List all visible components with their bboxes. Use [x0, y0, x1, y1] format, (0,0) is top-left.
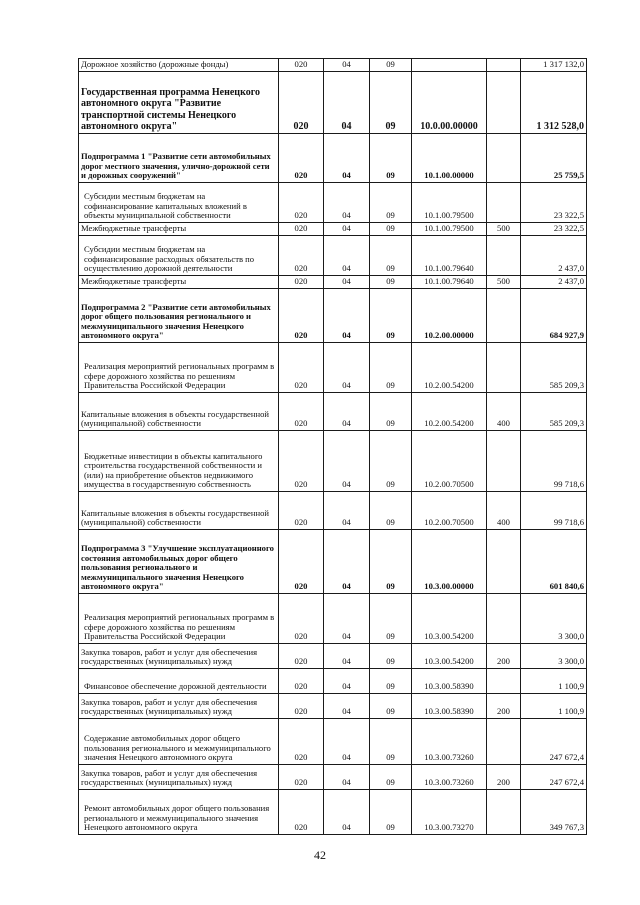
row-name: Подпрограмма 1 "Развитие сети автомобильных дорог местного значения, улично-дорожной сети и дорожных сооружений": [79, 134, 279, 183]
table-row: [79, 223, 587, 236]
row-cs: [412, 59, 487, 72]
row-sum: 247 672,4: [521, 719, 587, 765]
row-rz: 04: [324, 492, 370, 530]
row-sum: 585 209,3: [521, 343, 587, 393]
row-pr: 09: [370, 694, 412, 719]
table-row: [79, 134, 587, 183]
row-sum: 3 300,0: [521, 644, 587, 669]
row-pr: 09: [370, 236, 412, 276]
row-pr: 09: [370, 223, 412, 236]
row-vr: 200: [487, 694, 521, 719]
table-row: [79, 72, 587, 134]
row-gr: 020: [279, 289, 324, 343]
row-rz: 04: [324, 72, 370, 134]
row-name: Содержание автомобильных дорог общего пользования регионального и межмуниципального значения Ненецкого автономного округа: [79, 719, 279, 765]
row-vr: [487, 790, 521, 835]
table-row: [79, 276, 587, 289]
row-sum: 2 437,0: [521, 276, 587, 289]
row-rz: 04: [324, 594, 370, 644]
row-rz: 04: [324, 134, 370, 183]
row-gr: 020: [279, 134, 324, 183]
row-vr: [487, 719, 521, 765]
row-cs: 10.2.00.54200: [412, 343, 487, 393]
row-vr: 400: [487, 393, 521, 431]
table-row: [79, 669, 587, 694]
row-pr: 09: [370, 343, 412, 393]
row-vr: [487, 289, 521, 343]
table-row: [79, 236, 587, 276]
row-rz: 04: [324, 393, 370, 431]
row-rz: 04: [324, 530, 370, 594]
table-row: [79, 530, 587, 594]
row-pr: 09: [370, 790, 412, 835]
row-gr: 020: [279, 765, 324, 790]
row-vr: [487, 669, 521, 694]
row-name: Подпрограмма 2 "Развитие сети автомобильных дорог общего пользования регионального и межмуниципального значения Ненецкого автономного округа": [79, 289, 279, 343]
row-gr: 020: [279, 719, 324, 765]
row-cs: 10.1.00.79640: [412, 276, 487, 289]
row-pr: 09: [370, 644, 412, 669]
row-cs: 10.3.00.73260: [412, 765, 487, 790]
row-name: Государственная программа Ненецкого автономного округа "Развитие транспортной системы Ненецкого автономного округа": [79, 72, 279, 134]
row-name: Капитальные вложения в объекты государственной (муниципальной) собственности: [79, 393, 279, 431]
row-rz: 04: [324, 431, 370, 492]
table-row: [79, 719, 587, 765]
table-row: [79, 492, 587, 530]
row-rz: 04: [324, 183, 370, 223]
row-cs: 10.3.00.54200: [412, 644, 487, 669]
row-gr: 020: [279, 72, 324, 134]
table-row: [79, 393, 587, 431]
table-row: [79, 289, 587, 343]
row-name: Реализация мероприятий региональных программ в сфере дорожного хозяйства по решениям Правительства Российской Федерации: [79, 343, 279, 393]
row-gr: 020: [279, 669, 324, 694]
table-row: [79, 59, 587, 72]
row-rz: 04: [324, 236, 370, 276]
row-sum: 1 100,9: [521, 669, 587, 694]
row-vr: 400: [487, 492, 521, 530]
row-sum: 25 759,5: [521, 134, 587, 183]
row-cs: 10.3.00.00000: [412, 530, 487, 594]
row-sum: 99 718,6: [521, 431, 587, 492]
row-name: Межбюджетные трансферты: [79, 276, 279, 289]
row-gr: 020: [279, 393, 324, 431]
row-pr: 09: [370, 59, 412, 72]
row-gr: 020: [279, 223, 324, 236]
row-name: Финансовое обеспечение дорожной деятельности: [79, 669, 279, 694]
row-pr: 09: [370, 431, 412, 492]
row-rz: 04: [324, 790, 370, 835]
row-name: Субсидии местным бюджетам на софинансирование капитальных вложений в объекты муниципальной собственности: [79, 183, 279, 223]
row-sum: 247 672,4: [521, 765, 587, 790]
row-sum: 684 927,9: [521, 289, 587, 343]
row-gr: 020: [279, 276, 324, 289]
row-pr: 09: [370, 530, 412, 594]
row-pr: 09: [370, 183, 412, 223]
row-name: Подпрограмма 3 "Улучшение эксплуатационного состояния автомобильных дорог общего пользования регионального и межмуниципального значения Ненецкого автономного округа": [79, 530, 279, 594]
row-vr: 500: [487, 223, 521, 236]
row-gr: 020: [279, 343, 324, 393]
row-cs: 10.3.00.73270: [412, 790, 487, 835]
row-cs: 10.1.00.79500: [412, 183, 487, 223]
row-sum: 585 209,3: [521, 393, 587, 431]
row-name: Реализация мероприятий региональных программ в сфере дорожного хозяйства по решениям Правительства Российской Федерации: [79, 594, 279, 644]
row-name: Капитальные вложения в объекты государственной (муниципальной) собственности: [79, 492, 279, 530]
row-pr: 09: [370, 393, 412, 431]
row-cs: 10.2.00.70500: [412, 492, 487, 530]
row-name: Бюджетные инвестиции в объекты капитального строительства государственной собственности и (или) на приобретение объектов недвижимого имущества в государственную собственность: [79, 431, 279, 492]
row-name: Дорожное хозяйство (дорожные фонды): [79, 59, 279, 72]
row-sum: 601 840,6: [521, 530, 587, 594]
row-cs: 10.3.00.73260: [412, 719, 487, 765]
row-cs: 10.2.00.70500: [412, 431, 487, 492]
row-rz: 04: [324, 719, 370, 765]
table-row: [79, 343, 587, 393]
row-rz: 04: [324, 694, 370, 719]
row-pr: 09: [370, 276, 412, 289]
row-rz: 04: [324, 289, 370, 343]
row-gr: 020: [279, 694, 324, 719]
row-cs: 10.3.00.58390: [412, 694, 487, 719]
row-cs: 10.1.00.79640: [412, 236, 487, 276]
row-cs: 10.2.00.54200: [412, 393, 487, 431]
row-rz: 04: [324, 276, 370, 289]
row-vr: [487, 183, 521, 223]
row-name: Закупка товаров, работ и услуг для обеспечения государственных (муниципальных) нужд: [79, 694, 279, 719]
row-pr: 09: [370, 134, 412, 183]
table-row: [79, 790, 587, 835]
row-sum: 2 437,0: [521, 236, 587, 276]
row-cs: 10.1.00.79500: [412, 223, 487, 236]
row-name: Закупка товаров, работ и услуг для обеспечения государственных (муниципальных) нужд: [79, 644, 279, 669]
table-row: [79, 765, 587, 790]
row-gr: 020: [279, 431, 324, 492]
row-gr: 020: [279, 236, 324, 276]
row-gr: 020: [279, 183, 324, 223]
table-row: [79, 431, 587, 492]
row-sum: 349 767,3: [521, 790, 587, 835]
row-pr: 09: [370, 669, 412, 694]
row-pr: 09: [370, 289, 412, 343]
row-sum: 99 718,6: [521, 492, 587, 530]
row-name: Ремонт автомобильных дорог общего пользования регионального и межмуниципального значения Ненецкого автономного округа: [79, 790, 279, 835]
row-pr: 09: [370, 492, 412, 530]
row-cs: 10.3.00.58390: [412, 669, 487, 694]
budget-table: [78, 58, 587, 835]
row-gr: 020: [279, 644, 324, 669]
table-row: [79, 594, 587, 644]
row-sum: 1 312 528,0: [521, 72, 587, 134]
row-vr: [487, 59, 521, 72]
row-pr: 09: [370, 72, 412, 134]
table-row: [79, 183, 587, 223]
row-rz: 04: [324, 765, 370, 790]
row-vr: [487, 343, 521, 393]
row-vr: [487, 134, 521, 183]
row-vr: 500: [487, 276, 521, 289]
row-vr: [487, 530, 521, 594]
row-pr: 09: [370, 719, 412, 765]
row-gr: 020: [279, 59, 324, 72]
row-sum: 1 100,9: [521, 694, 587, 719]
row-gr: 020: [279, 594, 324, 644]
row-gr: 020: [279, 492, 324, 530]
row-sum: 3 300,0: [521, 594, 587, 644]
row-gr: 020: [279, 530, 324, 594]
row-cs: 10.2.00.00000: [412, 289, 487, 343]
row-name: Закупка товаров, работ и услуг для обеспечения государственных (муниципальных) нужд: [79, 765, 279, 790]
table-row: [79, 694, 587, 719]
row-rz: 04: [324, 669, 370, 694]
page-number: 42: [314, 848, 326, 862]
table-row: [79, 644, 587, 669]
row-vr: [487, 236, 521, 276]
row-name: Межбюджетные трансферты: [79, 223, 279, 236]
row-sum: 23 322,5: [521, 183, 587, 223]
row-pr: 09: [370, 594, 412, 644]
row-pr: 09: [370, 765, 412, 790]
row-sum: 1 317 132,0: [521, 59, 587, 72]
row-gr: 020: [279, 790, 324, 835]
row-vr: 200: [487, 765, 521, 790]
row-vr: 200: [487, 644, 521, 669]
row-cs: 10.0.00.00000: [412, 72, 487, 134]
row-vr: [487, 431, 521, 492]
row-vr: [487, 594, 521, 644]
row-cs: 10.3.00.54200: [412, 594, 487, 644]
row-name: Субсидии местным бюджетам на софинансирование расходных обязательств по осуществлению дорожной деятельности: [79, 236, 279, 276]
row-sum: 23 322,5: [521, 223, 587, 236]
row-rz: 04: [324, 59, 370, 72]
row-rz: 04: [324, 223, 370, 236]
row-vr: [487, 72, 521, 134]
row-rz: 04: [324, 644, 370, 669]
row-rz: 04: [324, 343, 370, 393]
row-cs: 10.1.00.00000: [412, 134, 487, 183]
